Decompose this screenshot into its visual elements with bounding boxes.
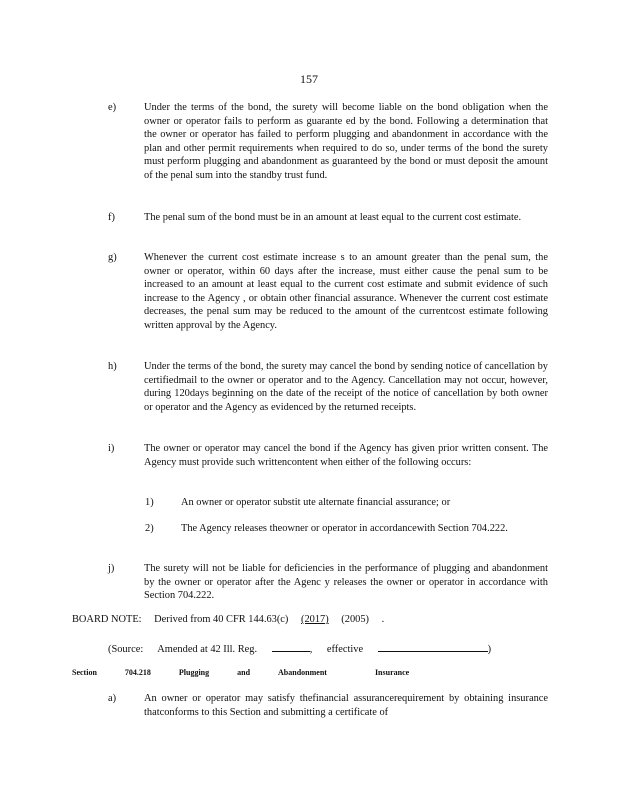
paragraph-text: Whenever the current cost estimate increase s to an amount greater than the penal sum, the owner or operator, within 60 days after the increase, must either cause the penal sum to be increased to an amount at least equal to the current cost estimate and submit evidence of such increase to the Agency , or obtain other financial assurance. Whenever the current cost estimate decreases, the penal sum may be reduced to the amount of the currentcost estimate following written approval by the Agency. [144, 252, 548, 331]
board-note-end: . [381, 614, 385, 625]
subparagraph-1 [145, 496, 540, 510]
paragraph-label: e) [108, 102, 117, 113]
paragraph-text: An owner or operator may satisfy thefinancial assurancerequirement by obtaining insurance thatconforms to this Section and submitting a certificate of [144, 693, 548, 718]
subparagraph-label: 1) [145, 497, 154, 508]
section-number: 704.218 [124, 668, 151, 677]
source-label: (Source: [108, 644, 144, 655]
subparagraph-text: An owner or operator substit ute alternate financial assurance; or [181, 497, 451, 508]
paragraph-label: f) [108, 212, 115, 223]
paragraph-label: h) [108, 361, 117, 372]
paragraph-label: a) [108, 693, 117, 704]
section-title-1: Plugging [178, 668, 210, 677]
paragraph-j [108, 562, 548, 603]
paragraph-text: The owner or operator may cancel the bond if the Agency has given prior written consent. The Agency must provide such writtencontent when either of the following occurs: [144, 443, 548, 468]
paragraph-text: The penal sum of the bond must be in an amount at least equal to the current cost estimate. [144, 212, 522, 223]
section-paragraph-a [108, 692, 548, 719]
section-title-3: Abandonment [278, 668, 327, 677]
source-close: ) [487, 644, 492, 655]
paragraph-text: Under the terms of the bond, the surety may cancel the bond by sending notice of cancellation by certifiedmail to the owner or operator and to the Agency. Cancellation may not occur, however, during 120days beginning on the date of the receipt of the notice of cancellation by both owner or operator and the Agency as evidenced by the returned receipts. [144, 361, 548, 413]
section-heading [72, 668, 435, 677]
board-note-year-new: (2017) [300, 614, 329, 625]
paragraph-i [108, 442, 548, 469]
board-note [72, 614, 394, 625]
board-note-year-old: (2005) [341, 614, 369, 625]
source-comma: , [309, 644, 313, 655]
paragraph-e [108, 101, 548, 183]
subparagraph-text: The Agency releases theowner or operator in accordancewith Section 704.222. [181, 523, 508, 534]
source-note [108, 641, 503, 655]
paragraph-text: Under the terms of the bond, the surety will become liable on the bond obligation when the owner or operator fails to perform as guarante ed by the bond. Following a determination that the owner or operator has failed to perform plugging and abandonment in accordance with the plan and other permit requirements when required to do so, under terms of the bond the surety must perform plugging and abandonment as guaranteed by the bond or must deposit the amount of the penal sum into the standby trust fund. [144, 102, 548, 181]
paragraph-f [108, 211, 548, 225]
board-note-prefix: BOARD NOTE: [72, 614, 142, 625]
subparagraph-label: 2) [145, 523, 154, 534]
paragraph-h [108, 360, 548, 414]
source-amended: Amended at 42 Ill. Reg. [157, 644, 258, 655]
board-note-derived: Derived from 40 CFR 144.63(c) [154, 614, 289, 625]
effective-date-blank [378, 641, 488, 652]
source-effective: effective [326, 644, 364, 655]
section-word: Section [72, 668, 97, 677]
paragraph-text: The surety will not be liable for deficiencies in the performance of plugging and abandonment by the owner or operator after the Agenc y releases the owner or operator in accordance with Section 704.222. [144, 563, 548, 602]
section-title-2: and [237, 668, 251, 677]
register-blank [272, 641, 310, 652]
subparagraph-2 [145, 522, 540, 536]
paragraph-label: i) [108, 443, 115, 454]
paragraph-g [108, 251, 548, 333]
paragraph-label: j) [108, 563, 115, 574]
section-title-4: Insurance [374, 668, 410, 677]
paragraph-label: g) [108, 252, 117, 263]
page-number: 157 [300, 72, 318, 86]
